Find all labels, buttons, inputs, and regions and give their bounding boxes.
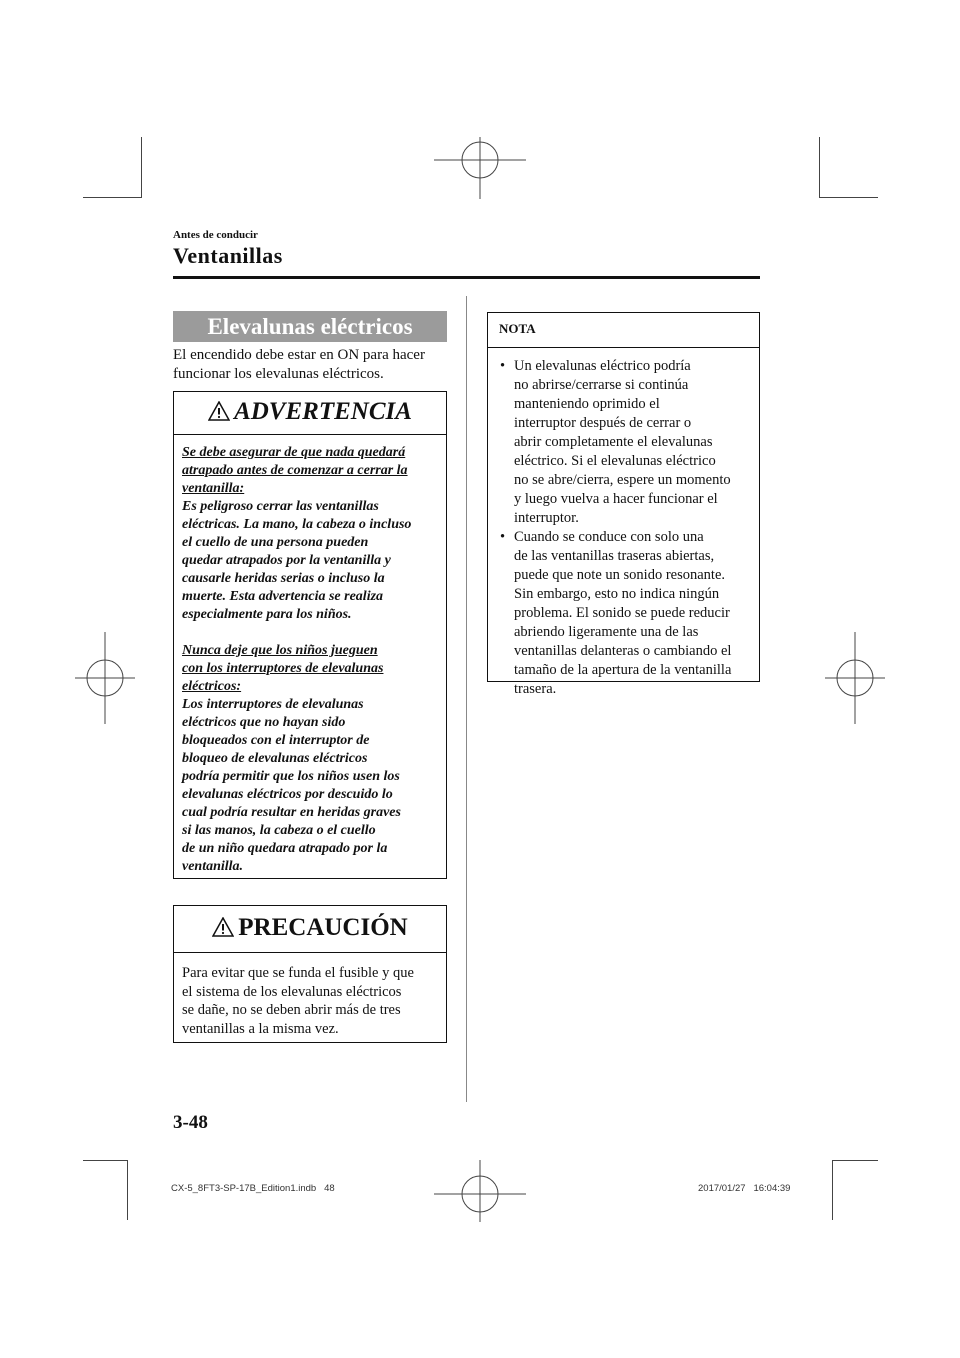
note-item	[500, 528, 755, 699]
caution-line: ventanillas a la misma vez.	[182, 1020, 339, 1037]
registration-mark-top	[434, 137, 526, 199]
warning-para1-line: eléctricas. La mano, la cabeza o incluso	[182, 517, 412, 532]
registration-mark-bottom	[434, 1160, 526, 1222]
warning-para2-line: eléctricos que no hayan sido	[182, 715, 346, 730]
note-list	[500, 357, 755, 699]
caution-heading	[174, 914, 446, 942]
warning-para2-heading-line: Nunca deje que los niños jueguen	[182, 643, 378, 658]
warning-para2-line: Los interruptores de elevalunas	[182, 697, 364, 712]
note-line: manteniendo oprimido el	[514, 396, 660, 412]
note-line: ventanillas delanteras o cambiando el	[514, 643, 732, 659]
bullet-icon: •	[500, 529, 506, 545]
note-line: trasera.	[514, 681, 557, 697]
note-line: abrir completamente el elevalunas	[514, 434, 713, 450]
warning-para2-line: podría permitir que los niños usen los	[182, 769, 400, 784]
warning-para1-line: muerte. Esta advertencia se realiza	[182, 589, 384, 604]
warning-para2-line: bloqueo de elevalunas eléctricos	[182, 751, 368, 766]
note-line: interruptor después de cerrar o	[514, 415, 692, 431]
note-item	[500, 357, 755, 528]
warning-para2-line: si las manos, la cabeza o el cuello	[182, 823, 376, 838]
warning-para1-line: especialmente para los niños.	[182, 607, 352, 622]
warning-divider	[174, 434, 446, 435]
warning-para2-line: bloqueados con el interruptor de	[182, 733, 370, 748]
caution-box	[173, 905, 447, 1043]
title-rule	[173, 276, 760, 279]
note-line: problema. El sonido se puede reducir	[514, 605, 730, 621]
note-box	[487, 312, 760, 697]
caution-line: Para evitar que se funda el fusible y que	[182, 965, 414, 981]
warning-para1-line: quedar atrapados por la ventanilla y	[182, 553, 391, 568]
footer-filename: CX-5_8FT3-SP-17B_Edition1.indb 48	[171, 1183, 335, 1194]
note-line: y luego vuelva a hacer funcionar el	[514, 491, 718, 507]
warning-para1-heading-line: Se debe asegurar de que nada quedará	[182, 445, 406, 460]
warning-para2-line: de un niño quedara atrapado por la	[182, 841, 388, 856]
warning-box	[173, 391, 447, 879]
warning-para1-heading-line: atrapado antes de comenzar a cerrar la	[182, 463, 408, 478]
warning-triangle-icon	[212, 917, 234, 937]
caution-title: PRECAUCIÓN	[238, 914, 408, 941]
warning-para1-line: el cuello de una persona pueden	[182, 535, 369, 550]
registration-mark-left	[75, 632, 135, 724]
note-line: no abrirse/cerrarse si continúa	[514, 377, 689, 393]
note-line: interruptor.	[514, 510, 579, 526]
caution-line: se dañe, no se deben abrir más de tres	[182, 1002, 401, 1018]
note-line: no se abre/cierra, espere un momento	[514, 472, 731, 488]
footer-timestamp: 2017/01/27 16:04:39	[698, 1183, 791, 1194]
bullet-icon: •	[500, 358, 506, 374]
warning-para1-heading-line: ventanilla:	[182, 481, 245, 496]
caution-body	[182, 964, 440, 1038]
section-label: Antes de conducir	[173, 229, 258, 241]
warning-para2-heading-line: con los interruptores de elevalunas	[182, 661, 384, 676]
warning-para2-heading-line: eléctricos:	[182, 679, 242, 694]
warning-para1-line: causarle heridas serias o incluso la	[182, 571, 385, 586]
column-divider	[466, 296, 467, 1102]
warning-body	[182, 444, 444, 876]
warning-para2-line: cual podría resultar en heridas graves	[182, 805, 401, 820]
intro-text: El encendido debe estar en ON para hacer funcionar los elevalunas eléctricos.	[173, 347, 425, 382]
warning-heading	[174, 398, 446, 426]
note-line: tamaño de la apertura de la ventanilla	[514, 662, 732, 678]
caution-line: el sistema de los elevalunas eléctricos	[182, 983, 402, 1000]
note-line: eléctrico. Si el elevalunas eléctrico	[514, 453, 716, 469]
note-line: Sin embargo, esto no indica ningún	[514, 586, 720, 602]
note-line: Cuando se conduce con solo una	[514, 529, 704, 545]
page-number: 3-48	[173, 1112, 208, 1133]
note-line: de las ventanillas traseras abiertas,	[514, 548, 715, 564]
warning-para1-line: Es peligroso cerrar las ventanillas	[182, 499, 379, 514]
note-line: puede que note un sonido resonante.	[514, 567, 726, 583]
warning-title: ADVERTENCIA	[234, 398, 412, 425]
note-divider	[488, 347, 759, 348]
page-title: Ventanillas	[173, 243, 283, 268]
warning-triangle-icon	[208, 401, 230, 421]
registration-mark-right	[825, 632, 885, 724]
warning-para2-line: elevalunas eléctricos por descuido lo	[182, 787, 393, 802]
warning-para2-line: ventanilla.	[182, 859, 244, 874]
note-line: abriendo ligeramente una de las	[514, 624, 699, 640]
section-banner: Elevalunas eléctricos	[173, 311, 447, 342]
note-title: NOTA	[499, 321, 536, 336]
note-line: Un elevalunas eléctrico podría	[514, 358, 691, 374]
caution-divider	[174, 952, 446, 953]
